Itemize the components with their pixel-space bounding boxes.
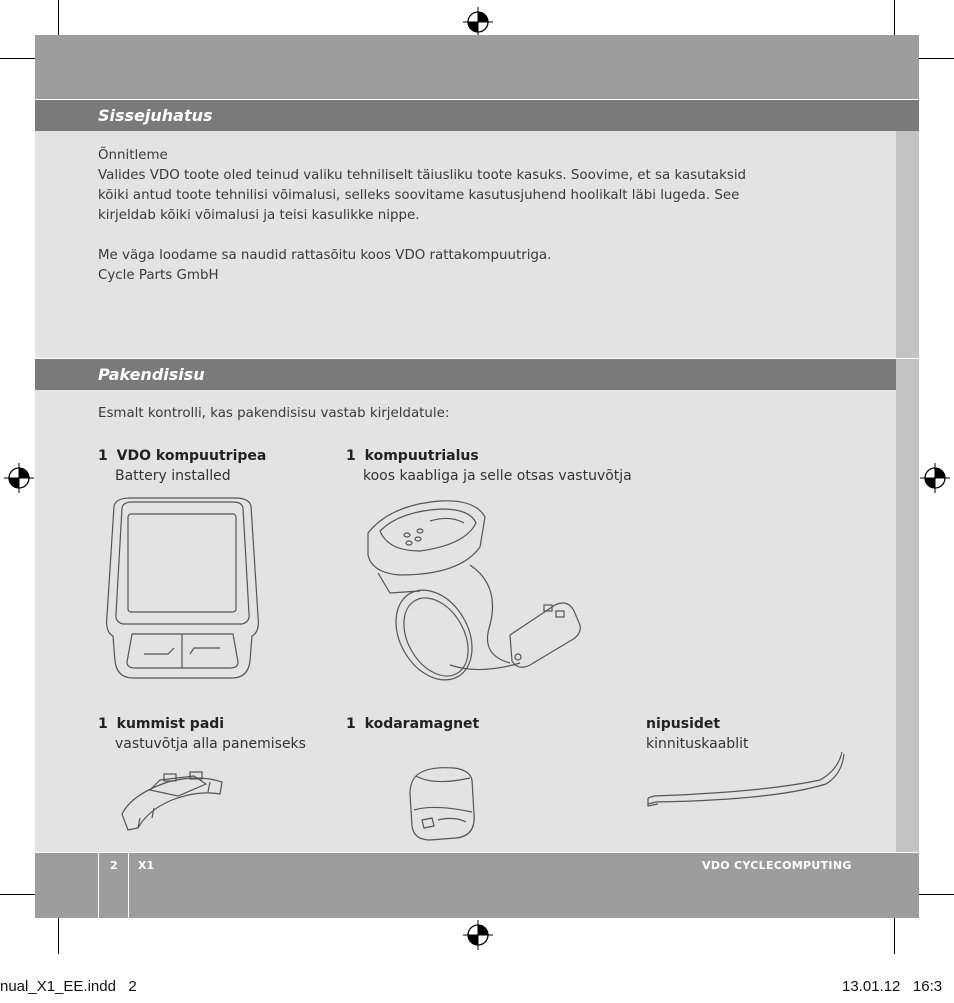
- paragraph-line: Me väga loodame sa naudid rattasõitu koos VDO rattakompuutriga.: [98, 248, 552, 263]
- divider: [35, 852, 919, 853]
- crop-mark: [58, 912, 59, 954]
- model-label: X1: [138, 859, 155, 872]
- registration-mark-icon: [463, 920, 493, 950]
- item-name: kodaramagnet: [364, 716, 480, 732]
- item-qty: 1: [346, 448, 356, 464]
- item-qty: 1: [98, 716, 108, 732]
- registration-mark-icon: [920, 463, 950, 493]
- item-qty: 1: [98, 448, 108, 464]
- package-item: [98, 446, 266, 486]
- section-header-intro: [35, 100, 919, 131]
- item-name: kummist padi: [116, 716, 225, 732]
- package-item: [346, 714, 479, 734]
- footer-divider: [98, 852, 99, 918]
- computer-head-illustration: [100, 496, 265, 682]
- page-number: 2: [110, 859, 118, 872]
- footer-divider: [128, 852, 129, 918]
- intro-text: [98, 146, 858, 286]
- item-desc: koos kaabliga ja selle otsas vastuvõtja: [363, 468, 632, 484]
- package-item: [98, 714, 306, 754]
- section-title: Sissejuhatus: [98, 106, 213, 125]
- item-qty: 1: [346, 716, 356, 732]
- rubber-pad-illustration: [118, 768, 228, 833]
- item-name: kompuutrialus: [364, 448, 479, 464]
- mount-with-cable-illustration: [360, 495, 590, 690]
- brand-label: VDO CYCLECOMPUTING: [702, 859, 852, 872]
- registration-mark-icon: [4, 463, 34, 493]
- item-desc: kinnituskaablit: [646, 736, 749, 752]
- item-desc: Battery installed: [115, 468, 231, 484]
- item-name: nipusidet: [646, 716, 721, 732]
- file-slug: nual_X1_EE.indd 2: [0, 978, 137, 995]
- side-strip: [896, 100, 919, 852]
- paragraph-line: kirjeldab kõiki võimalusi ja teisi kasulikke nippe.: [98, 208, 420, 223]
- paragraph-line: kõiki antud toote tehnilisi võimalusi, selleks soovitame kasutusjuhend hoolikalt läbi lugeda. See: [98, 188, 740, 203]
- package-intro: Esmalt kontrolli, kas pakendisisu vastab kirjeldatule:: [98, 406, 450, 421]
- greeting: Õnnitleme: [98, 148, 168, 163]
- date-slug: 13.01.12 16:3: [842, 978, 943, 995]
- paragraph-line: Valides VDO toote oled teinud valiku tehniliselt täiusliku toote kasuks. Soovime, et sa kasutaksid: [98, 168, 747, 183]
- package-item: [346, 446, 632, 486]
- section-header-package: [35, 359, 896, 390]
- spoke-magnet-illustration: [404, 764, 484, 846]
- crop-mark: [894, 912, 895, 954]
- cable-tie-illustration: [644, 748, 849, 812]
- section-title: Pakendisisu: [98, 365, 205, 384]
- item-desc: vastuvõtja alla panemiseks: [115, 736, 306, 752]
- item-name: VDO kompuutripea: [116, 448, 267, 464]
- signature: Cycle Parts GmbH: [98, 268, 219, 283]
- registration-mark-icon: [463, 7, 493, 37]
